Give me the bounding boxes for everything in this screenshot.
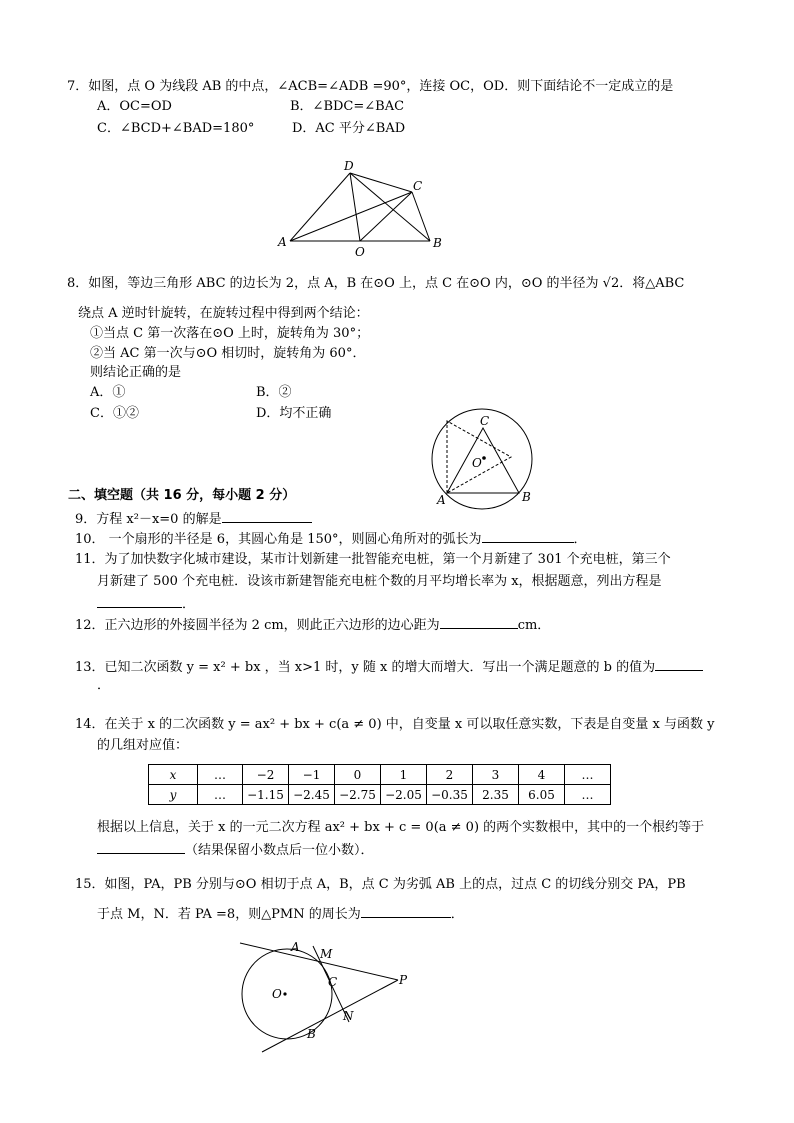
q8-conclusion-2: ②当 AC 第一次与⊙O 相切时，旋转角为 60°． [90, 346, 366, 361]
q8-label-c: C [480, 414, 490, 428]
q7-label-d: D [344, 159, 354, 173]
q8-option-c: C．①② [90, 406, 139, 421]
q14-x-cell: … [198, 765, 243, 785]
q8-option-b: B．② [256, 385, 292, 400]
q15-label-n: N [343, 1009, 354, 1023]
q14-y-cell: 2.35 [473, 785, 519, 805]
q15-label-b: B [307, 1027, 316, 1041]
q8-label-a: A [437, 493, 446, 507]
q13-end: ． [97, 678, 111, 693]
q14-y-cell: 6.05 [519, 785, 565, 805]
q11-end: ． [182, 597, 196, 612]
q8-label-b: B [522, 490, 531, 504]
q14-x-cell: −2 [243, 765, 289, 785]
q12-unit: cm． [517, 618, 551, 633]
q14-line1: 14．在关于 x 的二次函数 y = ax² + bx + c(a ≠ 0) 中，自变量 x 可以取任意实数，下表是自变量 x 与函数 y [75, 717, 715, 732]
q14-x-cell: 0 [335, 765, 381, 785]
q14-line2: 的几组对应值： [97, 738, 189, 753]
q10-text: 10． 一个扇形的半径是 6，其圆心角是 150°，则圆心角所对的弧长为 [75, 532, 482, 547]
q15-end: ． [450, 907, 464, 922]
q15-label-m: M [320, 947, 333, 961]
q13-text: 13．已知二次函数 y = x² + bx ，当 x>1 时，y 随 x 的增大而增大．写出一个满足题意的 b 的值为 [75, 660, 656, 675]
q14-line4: （结果保留小数点后一位小数）． [185, 843, 374, 858]
q7-option-b: B．∠BDC=∠BAC [290, 99, 405, 114]
section-2-title: 二、填空题（共 16 分，每小题 2 分） [68, 488, 296, 503]
q8-line2: 绕点 A 逆时针旋转，在旋转过程中得到两个结论： [78, 306, 369, 321]
q11-line1: 11．为了加快数字化城市建设，某市计划新建一批智能充电桩，第一个月新建了 301 个充电桩，第三个 [75, 552, 671, 567]
q14-y-cell: … [565, 785, 611, 805]
q11-line2: 月新建了 500 个充电桩．设该市新建智能充电桩个数的月平均增长率为 x，根据题意，列出方程是 [97, 574, 662, 589]
q15-label-p: P [399, 973, 408, 987]
q15-label-a: A [291, 940, 300, 954]
q10-end: ． [573, 532, 587, 547]
q9-text: 9．方程 x²－x=0 的解是 [75, 512, 222, 527]
q14-y-cell: −0.35 [427, 785, 473, 805]
q14-y-cell: … [198, 785, 243, 805]
q14-line3: 根据以上信息，关于 x 的一元二次方程 ax² + bx + c = 0(a ≠ 0) 的两个实数根中，其中的一个根约等于 [97, 820, 705, 835]
q8-option-d: D．均不正确 [256, 406, 332, 421]
q7-label-a: A [278, 235, 287, 249]
q15-line1: 15．如图，PA，PB 分别与⊙O 相切于点 A，B，点 C 为劣弧 AB 上的点，过点 C 的切线分别交 PA，PB [75, 877, 686, 892]
q14-y-cell: −2.05 [381, 785, 427, 805]
q8-stem: 8．如图，等边三角形 ABC 的边长为 2，点 A，B 在⊙O 上，点 C 在⊙O 内，⊙O 的半径为 √2．将△ABC [67, 276, 685, 291]
q7-label-c: C [413, 179, 423, 193]
q7-label-b: B [433, 236, 442, 250]
q15-line2: 于点 M，N．若 PA =8，则△PMN 的周长为 [97, 907, 361, 922]
q14-x-cell: 2 [427, 765, 473, 785]
q14-x-cell: 4 [519, 765, 565, 785]
q12-text: 12．正六边形的外接圆半径为 2 cm，则此正六边形的边心距为 [75, 618, 440, 633]
q8-option-a: A．① [90, 385, 126, 400]
q7-option-a: A．OC=OD [97, 99, 172, 114]
q14-x-cell: … [565, 765, 611, 785]
q7-stem: 7．如图，点 O 为线段 AB 的中点，∠ACB=∠ADB =90°，连接 OC，OD．则下面结论不一定成立的是 [67, 79, 674, 94]
q14-x-label: x [149, 765, 198, 785]
q14-y-cell: −2.45 [289, 785, 335, 805]
q14-x-cell: 3 [473, 765, 519, 785]
q14-x-cell: 1 [381, 765, 427, 785]
q7-label-o: O [355, 245, 365, 259]
q8-label-o: O [472, 456, 482, 470]
q14-y-cell: −1.15 [243, 785, 289, 805]
q7-option-c: C．∠BCD+∠BAD=180° [97, 121, 255, 136]
q8-ask: 则结论正确的是 [90, 365, 182, 380]
q7-option-d: D．AC 平分∠BAD [292, 121, 406, 136]
q14-y-label: y [149, 785, 198, 805]
q15-label-o: O [272, 987, 282, 1001]
q14-x-cell: −1 [289, 765, 335, 785]
q8-conclusion-1: ①当点 C 第一次落在⊙O 上时，旋转角为 30°； [90, 326, 370, 341]
q15-label-c: C [328, 975, 338, 989]
q14-y-cell: −2.75 [335, 785, 381, 805]
